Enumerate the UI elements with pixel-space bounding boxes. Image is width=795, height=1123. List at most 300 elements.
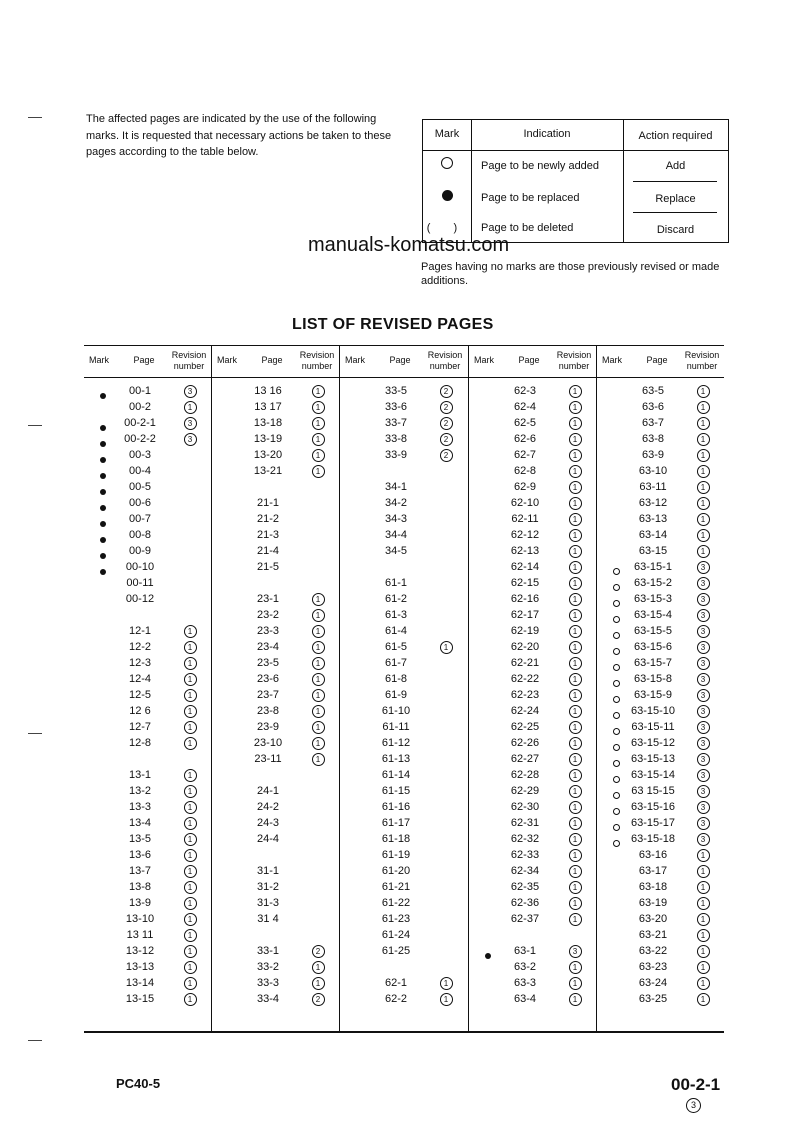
page-entry: 62-3 xyxy=(513,385,537,397)
page-entry: 63-5 xyxy=(641,385,665,397)
page-entry: 13-21 xyxy=(253,465,283,477)
page-entry: 13-6 xyxy=(128,849,152,861)
page-entry: 63-15-3 xyxy=(634,593,672,605)
revision-number: 1 xyxy=(568,641,582,654)
revision-number: 1 xyxy=(568,625,582,638)
filled-circle-icon xyxy=(96,534,110,546)
revision-number: 1 xyxy=(568,705,582,718)
page-entry: 13-7 xyxy=(128,865,152,877)
header-mark: Mark xyxy=(217,355,237,365)
revision-number: 1 xyxy=(311,673,325,686)
page-entry: 62-4 xyxy=(513,401,537,413)
open-circle-icon xyxy=(609,582,623,594)
revision-number: 3 xyxy=(696,801,710,814)
page-entry: 00-12 xyxy=(125,593,155,605)
revision-number: 3 xyxy=(696,689,710,702)
page-entry: 21-3 xyxy=(256,529,280,541)
open-circle-icon xyxy=(609,822,623,834)
revision-number: 1 xyxy=(568,897,582,910)
page-entry: 23-9 xyxy=(256,721,280,733)
column-divider xyxy=(596,345,597,1032)
page-entry: 62-12 xyxy=(510,529,540,541)
page-entry: 62-1 xyxy=(384,977,408,989)
page-entry: 00-5 xyxy=(128,481,152,493)
page-entry: 61-11 xyxy=(382,721,410,733)
filled-circle-icon xyxy=(96,438,110,450)
page-entry: 13-15 xyxy=(125,993,155,1005)
page-entry: 63-1 xyxy=(513,945,537,957)
open-circle-icon xyxy=(423,157,471,172)
page-entry: 63 15-15 xyxy=(631,785,675,797)
page-entry: 31-1 xyxy=(256,865,280,877)
page-entry: 61-13 xyxy=(381,753,411,765)
intro-text: The affected pages are indicated by the use of the following marks. It is requested that necessary actions be taken to these pages according to the table below. xyxy=(86,113,392,158)
revision-number: 3 xyxy=(696,833,710,846)
page-entry: 61-1 xyxy=(384,577,408,589)
revision-number: 1 xyxy=(568,593,582,606)
page-entry: 62-7 xyxy=(513,449,537,461)
page-entry: 34-1 xyxy=(384,481,408,493)
page-entry: 61-3 xyxy=(384,609,408,621)
revision-number: 2 xyxy=(311,945,325,958)
revision-number: 3 xyxy=(696,769,710,782)
revision-number: 1 xyxy=(183,625,197,638)
revision-number: 1 xyxy=(568,673,582,686)
page-entry: 23-4 xyxy=(256,641,280,653)
revision-badge: 3 xyxy=(686,1098,701,1113)
column-divider xyxy=(211,345,212,1032)
page-entry: 00-2-1 xyxy=(124,417,156,429)
revision-number: 1 xyxy=(696,513,710,526)
page-entry: 33-5 xyxy=(384,385,408,397)
legend-indication: Page to be replaced xyxy=(481,192,580,204)
revision-number: 1 xyxy=(311,641,325,654)
revision-number: 1 xyxy=(183,849,197,862)
header-page: Page xyxy=(133,355,155,365)
page-entry: 23-11 xyxy=(254,753,282,765)
page-entry: 63-15-16 xyxy=(630,801,676,813)
revision-number: 1 xyxy=(183,833,197,846)
page-entry: 63-20 xyxy=(638,913,668,925)
legend-header-mark: Mark xyxy=(434,128,460,140)
page-entry: 63-17 xyxy=(638,865,668,877)
page-entry: 62-16 xyxy=(510,593,540,605)
page-entry: 33-4 xyxy=(256,993,280,1005)
page-entry: 61-7 xyxy=(384,657,408,669)
revision-number: 1 xyxy=(568,833,582,846)
revision-number: 1 xyxy=(696,865,710,878)
page-entry: 63-8 xyxy=(641,433,665,445)
revision-number: 2 xyxy=(439,401,453,414)
page-entry: 23-6 xyxy=(256,673,280,685)
revision-number: 1 xyxy=(696,385,710,398)
revision-number: 1 xyxy=(696,897,710,910)
filled-circle-icon xyxy=(96,550,110,562)
page-entry: 63-13 xyxy=(638,513,668,525)
margin-tick xyxy=(28,1040,42,1041)
page-entry: 34-4 xyxy=(384,529,408,541)
revision-number: 1 xyxy=(568,609,582,622)
revision-number: 1 xyxy=(696,881,710,894)
revision-number: 1 xyxy=(183,657,197,670)
revision-number: 1 xyxy=(568,449,582,462)
page-entry: 63-15-9 xyxy=(634,689,672,701)
page-entry: 31 4 xyxy=(257,913,279,925)
page-entry: 63-12 xyxy=(638,497,668,509)
revision-number: 1 xyxy=(183,929,197,942)
revision-number: 1 xyxy=(696,417,710,430)
revision-number: 1 xyxy=(696,497,710,510)
parentheses-icon: ( ) xyxy=(426,222,468,234)
page-entry: 61-24 xyxy=(381,929,411,941)
revision-number: 1 xyxy=(568,977,582,990)
revision-number: 1 xyxy=(183,817,197,830)
page-entry: 63-15-14 xyxy=(630,769,676,781)
revision-number: 1 xyxy=(696,961,710,974)
revision-number: 2 xyxy=(439,385,453,398)
page-entry: 63-11 xyxy=(639,481,667,493)
margin-tick xyxy=(28,733,42,734)
page-entry: 12-7 xyxy=(128,721,152,733)
page-entry: 13-10 xyxy=(125,913,155,925)
filled-circle-icon xyxy=(96,566,110,578)
revision-number: 1 xyxy=(311,417,325,430)
revision-number: 3 xyxy=(696,753,710,766)
revision-number: 1 xyxy=(183,721,197,734)
page-entry: 34-2 xyxy=(384,497,408,509)
page-entry: 62-24 xyxy=(510,705,540,717)
page-number: 00-2-1 xyxy=(671,1075,721,1094)
legend-action: Discard xyxy=(656,224,695,236)
filled-circle-icon xyxy=(96,502,110,514)
page-entry: 61-25 xyxy=(381,945,411,957)
page-entry: 12-4 xyxy=(128,673,152,685)
revision-number: 3 xyxy=(696,785,710,798)
page-entry: 13-18 xyxy=(253,417,283,429)
revision-number: 3 xyxy=(696,561,710,574)
header-revision: Revision number xyxy=(171,350,207,371)
open-circle-icon xyxy=(609,758,623,770)
page-entry: 61-8 xyxy=(384,673,408,685)
legend-header-action: Action required xyxy=(638,130,713,142)
page-entry: 23-7 xyxy=(256,689,280,701)
revision-number: 1 xyxy=(568,769,582,782)
page-entry: 62-10 xyxy=(510,497,540,509)
revision-number: 1 xyxy=(183,897,197,910)
revision-number: 3 xyxy=(696,577,710,590)
page-entry: 33-9 xyxy=(384,449,408,461)
revision-number: 1 xyxy=(183,401,197,414)
revision-number: 3 xyxy=(183,433,197,446)
revision-number: 1 xyxy=(311,705,325,718)
page-entry: 00-10 xyxy=(125,561,155,573)
legend-action: Add xyxy=(665,160,686,172)
revision-number: 1 xyxy=(439,641,453,654)
revision-number: 1 xyxy=(696,929,710,942)
legend-row-replace xyxy=(423,181,728,212)
revision-number: 1 xyxy=(696,529,710,542)
page-entry: 12-2 xyxy=(128,641,152,653)
revision-number: 1 xyxy=(183,993,197,1006)
revision-number: 1 xyxy=(568,689,582,702)
revision-number: 1 xyxy=(568,417,582,430)
revision-number: 1 xyxy=(568,497,582,510)
legend-row-add xyxy=(423,150,728,181)
revision-number: 1 xyxy=(696,945,710,958)
legend-indication: Page to be deleted xyxy=(481,222,574,234)
revision-number: 2 xyxy=(439,433,453,446)
page-entry: 13-20 xyxy=(253,449,283,461)
revision-number: 1 xyxy=(183,673,197,686)
page-entry: 61-16 xyxy=(381,801,411,813)
page-entry: 31-2 xyxy=(256,881,280,893)
page-entry: 62-15 xyxy=(510,577,540,589)
revision-number: 1 xyxy=(568,881,582,894)
page-entry: 00-4 xyxy=(128,465,152,477)
column-divider xyxy=(339,345,340,1032)
open-circle-icon xyxy=(609,726,623,738)
page-entry: 62-21 xyxy=(510,657,540,669)
revision-number: 1 xyxy=(568,817,582,830)
page-entry: 63-19 xyxy=(638,897,668,909)
filled-circle-icon xyxy=(96,470,110,482)
revision-number: 1 xyxy=(568,721,582,734)
header-revision: Revision number xyxy=(427,350,463,371)
page-entry: 63-15-7 xyxy=(634,657,672,669)
page-entry: 00-7 xyxy=(128,513,152,525)
revision-number: 1 xyxy=(311,721,325,734)
page-entry: 33-1 xyxy=(256,945,280,957)
page-entry: 33-8 xyxy=(384,433,408,445)
page-entry: 24-1 xyxy=(256,785,280,797)
page-entry: 61-15 xyxy=(381,785,411,797)
open-circle-icon xyxy=(609,790,623,802)
header-mark: Mark xyxy=(345,355,365,365)
revision-number: 1 xyxy=(696,449,710,462)
page-entry: 13-2 xyxy=(128,785,152,797)
page-entry: 21-1 xyxy=(256,497,280,509)
revision-number: 3 xyxy=(696,625,710,638)
page-entry: 33-2 xyxy=(256,961,280,973)
page-entry: 63-15-18 xyxy=(630,833,676,845)
revision-number: 1 xyxy=(311,977,325,990)
page-entry: 00-8 xyxy=(128,529,152,541)
filled-circle-icon xyxy=(96,486,110,498)
page-entry: 13-1 xyxy=(128,769,152,781)
filled-circle-icon xyxy=(423,190,471,204)
revision-number: 1 xyxy=(568,737,582,750)
page-entry: 63-15-12 xyxy=(630,737,676,749)
revision-number: 1 xyxy=(696,433,710,446)
page-entry: 61-9 xyxy=(384,689,408,701)
page-entry: 63-15-5 xyxy=(634,625,672,637)
page-entry: 13-13 xyxy=(125,961,155,973)
revision-number: 1 xyxy=(568,993,582,1006)
page-entry: 13-19 xyxy=(253,433,283,445)
revision-number: 1 xyxy=(311,401,325,414)
page-entry: 12-5 xyxy=(128,689,152,701)
page-entry: 21-2 xyxy=(256,513,280,525)
revision-number: 1 xyxy=(568,801,582,814)
revision-number: 1 xyxy=(568,961,582,974)
page-entry: 12-8 xyxy=(128,737,152,749)
page-entry: 61-10 xyxy=(381,705,411,717)
page-entry: 63-6 xyxy=(641,401,665,413)
page-entry: 63-24 xyxy=(638,977,668,989)
header-page: Page xyxy=(389,355,411,365)
revision-number: 1 xyxy=(568,561,582,574)
page-entry: 62-32 xyxy=(510,833,540,845)
open-circle-icon xyxy=(609,742,623,754)
page-entry: 62-14 xyxy=(510,561,540,573)
page-entry: 23-10 xyxy=(253,737,283,749)
revision-number: 1 xyxy=(183,977,197,990)
page-entry: 63-10 xyxy=(638,465,668,477)
filled-circle-icon xyxy=(96,454,110,466)
page-entry: 62-2 xyxy=(384,993,408,1005)
revision-number: 1 xyxy=(183,881,197,894)
page-entry: 62-20 xyxy=(510,641,540,653)
page-entry: 62-27 xyxy=(510,753,540,765)
page-entry: 33-6 xyxy=(384,401,408,413)
revision-number: 1 xyxy=(311,465,325,478)
page-entry: 62-33 xyxy=(510,849,540,861)
revision-number: 1 xyxy=(183,737,197,750)
page-entry: 63-15-10 xyxy=(630,705,676,717)
page-entry: 63-7 xyxy=(641,417,665,429)
page-entry: 23-5 xyxy=(256,657,280,669)
page-entry: 61-4 xyxy=(384,625,408,637)
page-entry: 62-25 xyxy=(510,721,540,733)
revision-number: 1 xyxy=(568,433,582,446)
page-entry: 63-21 xyxy=(638,929,668,941)
page-entry: 00-1 xyxy=(128,385,152,397)
page-entry: 00-2 xyxy=(128,401,152,413)
revision-number: 1 xyxy=(311,593,325,606)
revision-number: 1 xyxy=(183,769,197,782)
page-entry: 00-9 xyxy=(128,545,152,557)
page-entry: 23-8 xyxy=(256,705,280,717)
page-entry: 61-23 xyxy=(381,913,411,925)
page-entry: 62-9 xyxy=(513,481,537,493)
page-entry: 63-15-13 xyxy=(630,753,676,765)
revision-number: 3 xyxy=(696,641,710,654)
revision-number: 1 xyxy=(183,785,197,798)
page-entry: 63-15-17 xyxy=(630,817,676,829)
page-entry: 23-3 xyxy=(256,625,280,637)
revision-number: 1 xyxy=(183,913,197,926)
revision-number: 1 xyxy=(311,961,325,974)
page-entry: 62-35 xyxy=(510,881,540,893)
legend-header-indication: Indication xyxy=(523,128,571,140)
revision-number: 1 xyxy=(311,609,325,622)
revision-number: 1 xyxy=(568,913,582,926)
open-circle-icon xyxy=(609,694,623,706)
revision-number: 3 xyxy=(696,737,710,750)
header-page: Page xyxy=(518,355,540,365)
revision-number: 1 xyxy=(696,481,710,494)
page-entry: 33-7 xyxy=(384,417,408,429)
page-entry: 63-18 xyxy=(638,881,668,893)
page-entry: 62-37 xyxy=(510,913,540,925)
margin-tick xyxy=(28,117,42,118)
page-entry: 63-16 xyxy=(638,849,668,861)
revision-number: 1 xyxy=(311,625,325,638)
page-entry: 61-2 xyxy=(384,593,408,605)
revision-number: 1 xyxy=(696,913,710,926)
page-entry: 34-3 xyxy=(384,513,408,525)
revision-number: 1 xyxy=(696,465,710,478)
page-entry: 62-34 xyxy=(510,865,540,877)
revision-number: 1 xyxy=(183,689,197,702)
page-entry: 61-12 xyxy=(381,737,411,749)
page-entry: 62-29 xyxy=(510,785,540,797)
page-entry: 61-22 xyxy=(381,897,411,909)
revision-number: 1 xyxy=(696,993,710,1006)
open-circle-icon xyxy=(609,598,623,610)
revision-number: 1 xyxy=(696,545,710,558)
revision-number: 1 xyxy=(311,689,325,702)
revision-number: 1 xyxy=(568,865,582,878)
page-entry: 34-5 xyxy=(384,545,408,557)
watermark: manuals-komatsu.com xyxy=(308,234,510,256)
revision-number: 2 xyxy=(439,417,453,430)
page-entry: 62-13 xyxy=(510,545,540,557)
page-entry: 63-15-6 xyxy=(634,641,672,653)
revision-number: 2 xyxy=(439,449,453,462)
open-circle-icon xyxy=(609,630,623,642)
header-mark: Mark xyxy=(474,355,494,365)
page-entry: 61-18 xyxy=(381,833,411,845)
revision-number: 3 xyxy=(696,593,710,606)
revision-number: 1 xyxy=(183,705,197,718)
page-entry: 63-25 xyxy=(638,993,668,1005)
page-entry: 61-20 xyxy=(381,865,411,877)
revision-number: 1 xyxy=(696,401,710,414)
page-entry: 62-30 xyxy=(510,801,540,813)
page-entry: 13-14 xyxy=(125,977,155,989)
revision-number: 1 xyxy=(311,385,325,398)
revision-number: 1 xyxy=(183,801,197,814)
header-mark: Mark xyxy=(89,355,109,365)
page-entry: 62-23 xyxy=(510,689,540,701)
legend-action: Replace xyxy=(655,193,696,205)
page-entry: 63-15-2 xyxy=(634,577,672,589)
header-revision: Revision number xyxy=(556,350,592,371)
page-entry: 13-8 xyxy=(128,881,152,893)
revision-number: 3 xyxy=(568,945,582,958)
table-bottom-rule xyxy=(84,1031,724,1033)
page-entry: 00-6 xyxy=(128,497,152,509)
page-entry: 13-9 xyxy=(128,897,152,909)
page-entry: 63-3 xyxy=(513,977,537,989)
page-entry: 63-15-1 xyxy=(634,561,672,573)
page-entry: 62-31 xyxy=(510,817,540,829)
page-entry: 62-11 xyxy=(511,513,539,525)
header-revision: Revision number xyxy=(299,350,335,371)
open-circle-icon xyxy=(609,566,623,578)
page-entry: 23-1 xyxy=(256,593,280,605)
page-entry: 21-4 xyxy=(256,545,280,557)
page-entry: 13 16 xyxy=(254,385,282,397)
header-revision: Revision number xyxy=(684,350,720,371)
page-entry: 13 11 xyxy=(126,929,154,941)
page-entry: 63-15-8 xyxy=(634,673,672,685)
page-entry: 12-3 xyxy=(128,657,152,669)
revision-number: 1 xyxy=(183,641,197,654)
page-entry: 62-26 xyxy=(510,737,540,749)
open-circle-icon xyxy=(609,678,623,690)
